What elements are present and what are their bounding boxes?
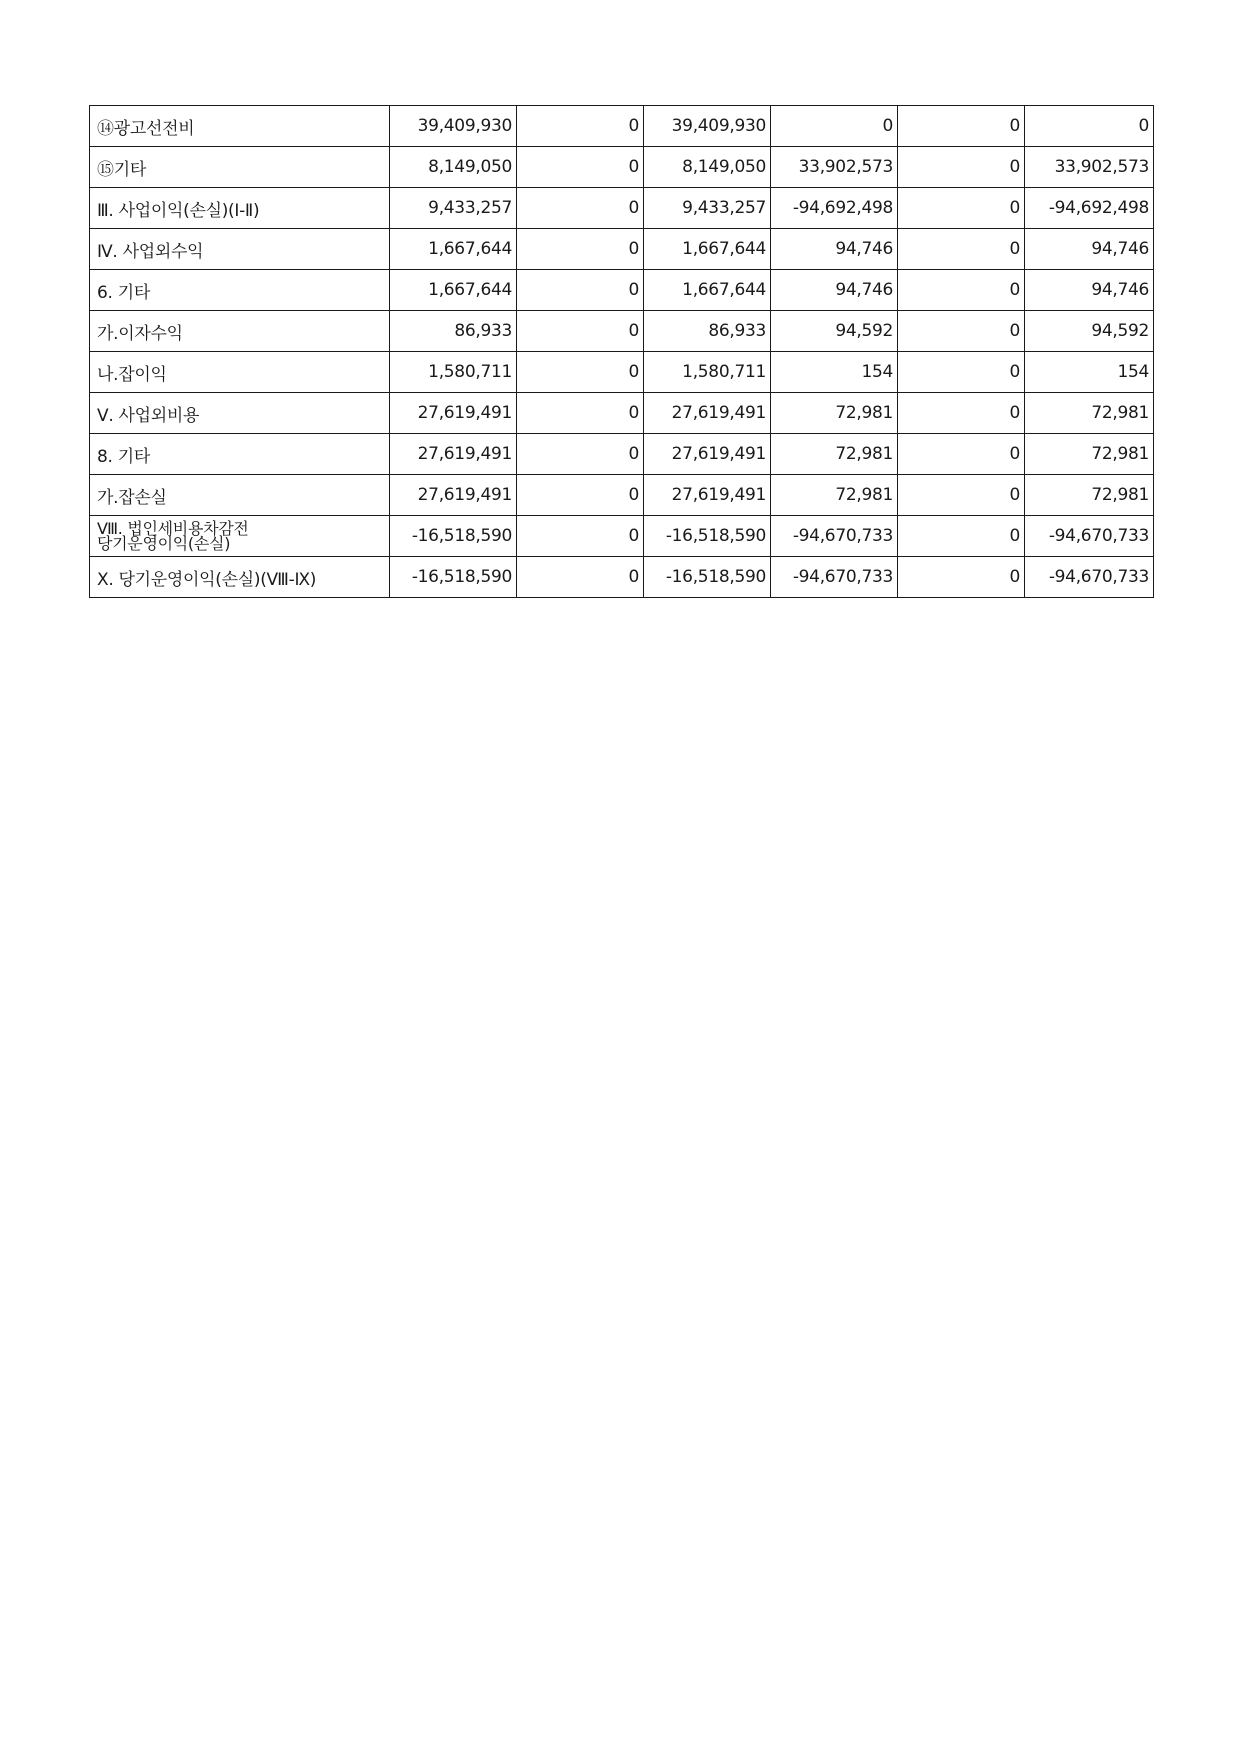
table-cell: 27,619,491 xyxy=(390,475,517,516)
table-row xyxy=(90,557,1154,598)
table-cell: 72,981 xyxy=(1025,393,1154,434)
table-cell: 94,746 xyxy=(771,270,898,311)
table-cell: -16,518,590 xyxy=(644,557,771,598)
table-cell: 94,746 xyxy=(771,229,898,270)
table-cell: 86,933 xyxy=(644,311,771,352)
table-row xyxy=(90,106,1154,147)
table-cell: 72,981 xyxy=(771,475,898,516)
table-cell: 1,667,644 xyxy=(390,270,517,311)
table-cell: 154 xyxy=(1025,352,1154,393)
table-cell: 27,619,491 xyxy=(390,434,517,475)
table-cell: -94,670,733 xyxy=(1025,516,1154,557)
row-label: ⑭광고선전비 xyxy=(90,106,390,147)
table-cell: 1,667,644 xyxy=(644,270,771,311)
table-cell: -94,692,498 xyxy=(1025,188,1154,229)
table-row xyxy=(90,393,1154,434)
table-cell: 72,981 xyxy=(771,393,898,434)
table-row xyxy=(90,147,1154,188)
table-cell: 0 xyxy=(517,106,644,147)
row-label: 8. 기타 xyxy=(90,434,390,475)
table-cell: 27,619,491 xyxy=(390,393,517,434)
row-label-line: Ⅷ. 법인세비용차감전 xyxy=(97,519,249,538)
table-cell: 0 xyxy=(898,516,1025,557)
table-row xyxy=(90,229,1154,270)
table-cell: 1,580,711 xyxy=(390,352,517,393)
table-cell: 33,902,573 xyxy=(771,147,898,188)
row-label: ⑮기타 xyxy=(90,147,390,188)
table-cell: 0 xyxy=(898,475,1025,516)
row-label: 나.잡이익 xyxy=(90,352,390,393)
row-label: Ⅹ. 당기운영이익(손실)(Ⅷ-Ⅸ) xyxy=(90,557,390,598)
row-label-line: 당기운영이익(손실) xyxy=(97,534,231,553)
table-cell: 94,746 xyxy=(1025,229,1154,270)
row-label xyxy=(90,516,390,557)
table-cell: 0 xyxy=(898,106,1025,147)
table-cell: 0 xyxy=(898,434,1025,475)
table-cell: 94,592 xyxy=(771,311,898,352)
table-row xyxy=(90,434,1154,475)
table-cell: 94,746 xyxy=(1025,270,1154,311)
table-cell: 0 xyxy=(517,147,644,188)
row-label: Ⅲ. 사업이익(손실)(Ⅰ-Ⅱ) xyxy=(90,188,390,229)
table-row xyxy=(90,311,1154,352)
row-label: Ⅴ. 사업외비용 xyxy=(90,393,390,434)
table-cell: 0 xyxy=(517,393,644,434)
table-cell: -16,518,590 xyxy=(644,516,771,557)
table-cell: 33,902,573 xyxy=(1025,147,1154,188)
row-label: 6. 기타 xyxy=(90,270,390,311)
financial-statement-sheet xyxy=(89,105,1153,598)
table-cell: -94,692,498 xyxy=(771,188,898,229)
table-cell: 39,409,930 xyxy=(390,106,517,147)
table-cell: 0 xyxy=(898,229,1025,270)
table-cell: 154 xyxy=(771,352,898,393)
table-cell: 0 xyxy=(517,516,644,557)
table-cell: -16,518,590 xyxy=(390,557,517,598)
table-cell: 0 xyxy=(517,188,644,229)
table-cell: 27,619,491 xyxy=(644,393,771,434)
table-cell: -94,670,733 xyxy=(1025,557,1154,598)
table-cell: -94,670,733 xyxy=(771,516,898,557)
row-label: Ⅳ. 사업외수익 xyxy=(90,229,390,270)
table-cell: 0 xyxy=(898,311,1025,352)
table-cell: 0 xyxy=(898,352,1025,393)
table-cell: 1,667,644 xyxy=(644,229,771,270)
table-cell: 0 xyxy=(898,270,1025,311)
table-cell: 0 xyxy=(898,557,1025,598)
table-cell: 94,592 xyxy=(1025,311,1154,352)
table-cell: 27,619,491 xyxy=(644,434,771,475)
table-cell: 1,667,644 xyxy=(390,229,517,270)
table-cell: 0 xyxy=(898,147,1025,188)
row-label: 가.이자수익 xyxy=(90,311,390,352)
table-cell: 39,409,930 xyxy=(644,106,771,147)
table-cell: 72,981 xyxy=(1025,434,1154,475)
table-cell: 0 xyxy=(898,393,1025,434)
table-cell: 8,149,050 xyxy=(644,147,771,188)
table-cell: 0 xyxy=(517,229,644,270)
table-cell: 0 xyxy=(517,475,644,516)
table-row xyxy=(90,516,1154,557)
table-cell: 0 xyxy=(517,557,644,598)
income-statement-table xyxy=(89,105,1154,598)
table-cell: 0 xyxy=(517,352,644,393)
table-cell: -94,670,733 xyxy=(771,557,898,598)
table-row xyxy=(90,188,1154,229)
table-cell: 0 xyxy=(898,188,1025,229)
row-label: 가.잡손실 xyxy=(90,475,390,516)
table-cell: 0 xyxy=(517,434,644,475)
table-cell: 0 xyxy=(1025,106,1154,147)
table-cell: 0 xyxy=(517,311,644,352)
table-row xyxy=(90,475,1154,516)
table-cell: 8,149,050 xyxy=(390,147,517,188)
table-cell: 72,981 xyxy=(771,434,898,475)
table-row xyxy=(90,270,1154,311)
table-cell: 72,981 xyxy=(1025,475,1154,516)
table-cell: 27,619,491 xyxy=(644,475,771,516)
table-cell: -16,518,590 xyxy=(390,516,517,557)
table-cell: 86,933 xyxy=(390,311,517,352)
table-cell: 0 xyxy=(517,270,644,311)
table-cell: 0 xyxy=(771,106,898,147)
table-cell: 9,433,257 xyxy=(644,188,771,229)
table-cell: 1,580,711 xyxy=(644,352,771,393)
table-row xyxy=(90,352,1154,393)
table-cell: 9,433,257 xyxy=(390,188,517,229)
